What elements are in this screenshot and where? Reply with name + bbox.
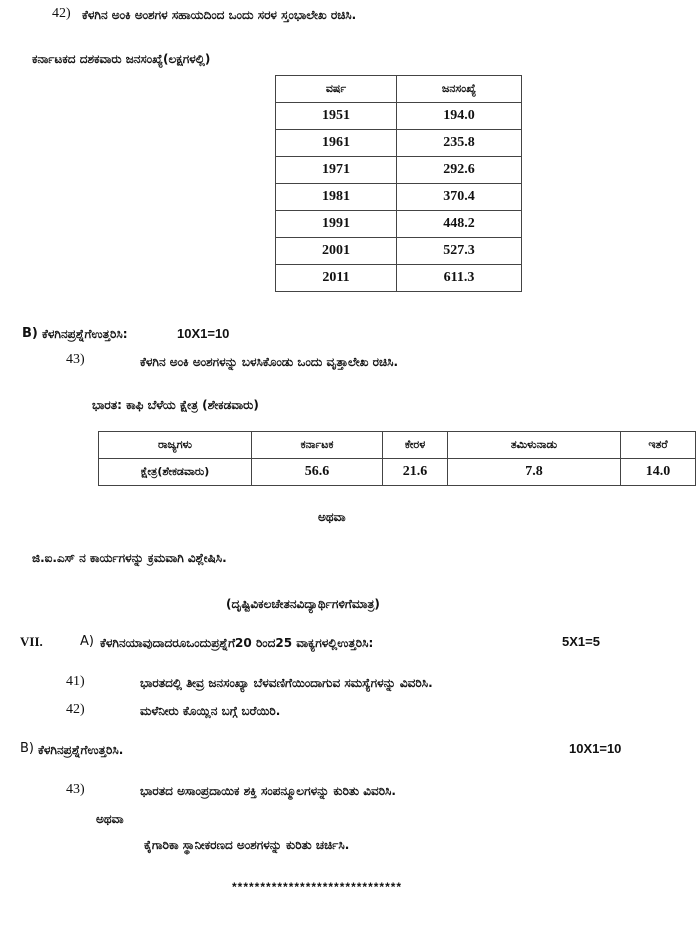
section-b-label: B) [22,326,38,341]
year-cell: 2001 [276,238,397,265]
table-row [276,157,522,184]
population-cell: 448.2 [397,211,522,238]
population-cell: 235.8 [397,130,522,157]
year-cell: 1961 [276,130,397,157]
row-header-states: ರಾಜ್ಯಗಳು [99,432,252,459]
question-number: 42) [52,6,71,21]
year-cell: 1991 [276,211,397,238]
population-table [275,75,522,292]
value-cell: 14.0 [621,459,696,486]
state-header: ಕರ್ನಾಟಕ [252,432,383,459]
state-header: ಇತರೆ [621,432,696,459]
section-a-instruction: ಕೆಳಗಿನಯಾವುದಾದರೂಒಂದುಪ್ರಶ್ನೆಗೆ20 ರಿಂದ25 ವಾಕ್ಯಗಳಲ್ಲಿಉತ್ತರಿಸಿ: [100,636,374,650]
question-text: ಕೈಗಾರಿಕಾ ಸ್ಥಾನೀಕರಣದ ಅಂಶಗಳನ್ನು ಕುರಿತು ಚರ್ಚಿಸಿ. [144,838,350,852]
population-cell: 611.3 [397,265,522,292]
section-numeral: VII. [20,634,43,649]
year-cell: 1951 [276,103,397,130]
section-b-instruction: ಕೆಳಗಿನಪ್ರಶ್ನೆಗೆಉತ್ತರಿಸಿ. [38,743,124,757]
question-number: 42) [66,702,85,717]
or-separator: ಅಥವಾ [96,812,124,826]
section-b-marks: 10X1=10 [569,741,622,756]
column-header-population: ಜನಸಂಖ್ಯೆ [397,76,522,103]
table-row [276,184,522,211]
table-caption: ಭಾರತ: ಕಾಫಿ ಬೆಳೆಯ ಕ್ಷೇತ್ರ (ಶೇಕಡವಾರು) [92,398,259,412]
question-text: ಕೆಳಗಿನ ಅಂಕಿ ಅಂಶಗಳ ಸಹಾಯದಿಂದ ಒಂದು ಸರಳ ಸ್ತಂಭಾಲೇಖ ರಚಿಸಿ. [82,8,357,22]
section-a-label: A) [80,634,94,649]
table-caption: ಕರ್ನಾಟಕದ ದಶಕವಾರು ಜನಸಂಖ್ಯೆ(ಲಕ್ಷಗಳಲ್ಲಿ) [32,52,211,66]
row-header-area: ಕ್ಷೇತ್ರ(ಶೇಕಡವಾರು) [99,459,252,486]
year-cell: 1981 [276,184,397,211]
population-cell: 527.3 [397,238,522,265]
section-b-instruction: ಕೆಳಗಿನಪ್ರಶ್ನೆಗೆಉತ್ತರಿಸಿ: [42,327,128,341]
question-text: ಕೆಳಗಿನ ಅಂಕಿ ಅಂಶಗಳನ್ನು ಬಳಸಿಕೊಂಡು ಒಂದು ವೃತ್ತಾಲೇಖ ರಚಿಸಿ. [140,355,399,369]
column-header-year: ವರ್ಷ [276,76,397,103]
question-text: ಜಿ.ಐ.ಎಸ್ ನ ಕಾರ್ಯಗಳನ್ನು ಕ್ರಮವಾಗಿ ವಿಶ್ಲೇಷಿಸಿ. [32,551,227,565]
table-row [276,103,522,130]
population-cell: 370.4 [397,184,522,211]
question-number: 43) [66,352,85,367]
year-cell: 1971 [276,157,397,184]
value-cell: 21.6 [383,459,448,486]
question-number: 41) [66,674,85,689]
population-cell: 292.6 [397,157,522,184]
table-row [276,130,522,157]
state-header: ತಮಿಳುನಾಡು [448,432,621,459]
end-divider: ****************************** [232,880,403,894]
question-text: ಭಾರತದಲ್ಲಿ ತೀವ್ರ ಜನಸಂಖ್ಯಾ ಬೆಳವಣಿಗೆಯಿಂದಾಗುವ ಸಮಸ್ಯೆಗಳನ್ನು ವಿವರಿಸಿ. [140,676,433,690]
section-b-marks: 10X1=10 [177,326,230,341]
value-cell: 7.8 [448,459,621,486]
table-row [276,238,522,265]
question-number: 43) [66,782,85,797]
year-cell: 2011 [276,265,397,292]
question-text: ಮಳೆನೀರು ಕೊಯ್ಲಿನ ಬಗ್ಗೆ ಬರೆಯಿರಿ. [140,704,281,718]
section-b-label: B) [20,741,34,756]
population-cell: 194.0 [397,103,522,130]
section-a-marks: 5X1=5 [562,634,600,649]
or-separator: ಅಥವಾ [318,510,346,524]
value-cell: 56.6 [252,459,383,486]
table-row [276,265,522,292]
coffee-area-table [98,431,696,486]
table-row [276,211,522,238]
visually-impaired-note: (ದೃಷ್ಟಿವಿಕಲಚೇತನವಿದ್ಯಾರ್ಥಿಗಳಿಗೆಮಾತ್ರ) [226,597,380,611]
state-header: ಕೇರಳ [383,432,448,459]
question-text: ಭಾರತದ ಅಸಾಂಪ್ರದಾಯಿಕ ಶಕ್ತಿ ಸಂಪನ್ಮೂಲಗಳನ್ನು ಕುರಿತು ವಿವರಿಸಿ. [140,784,396,798]
